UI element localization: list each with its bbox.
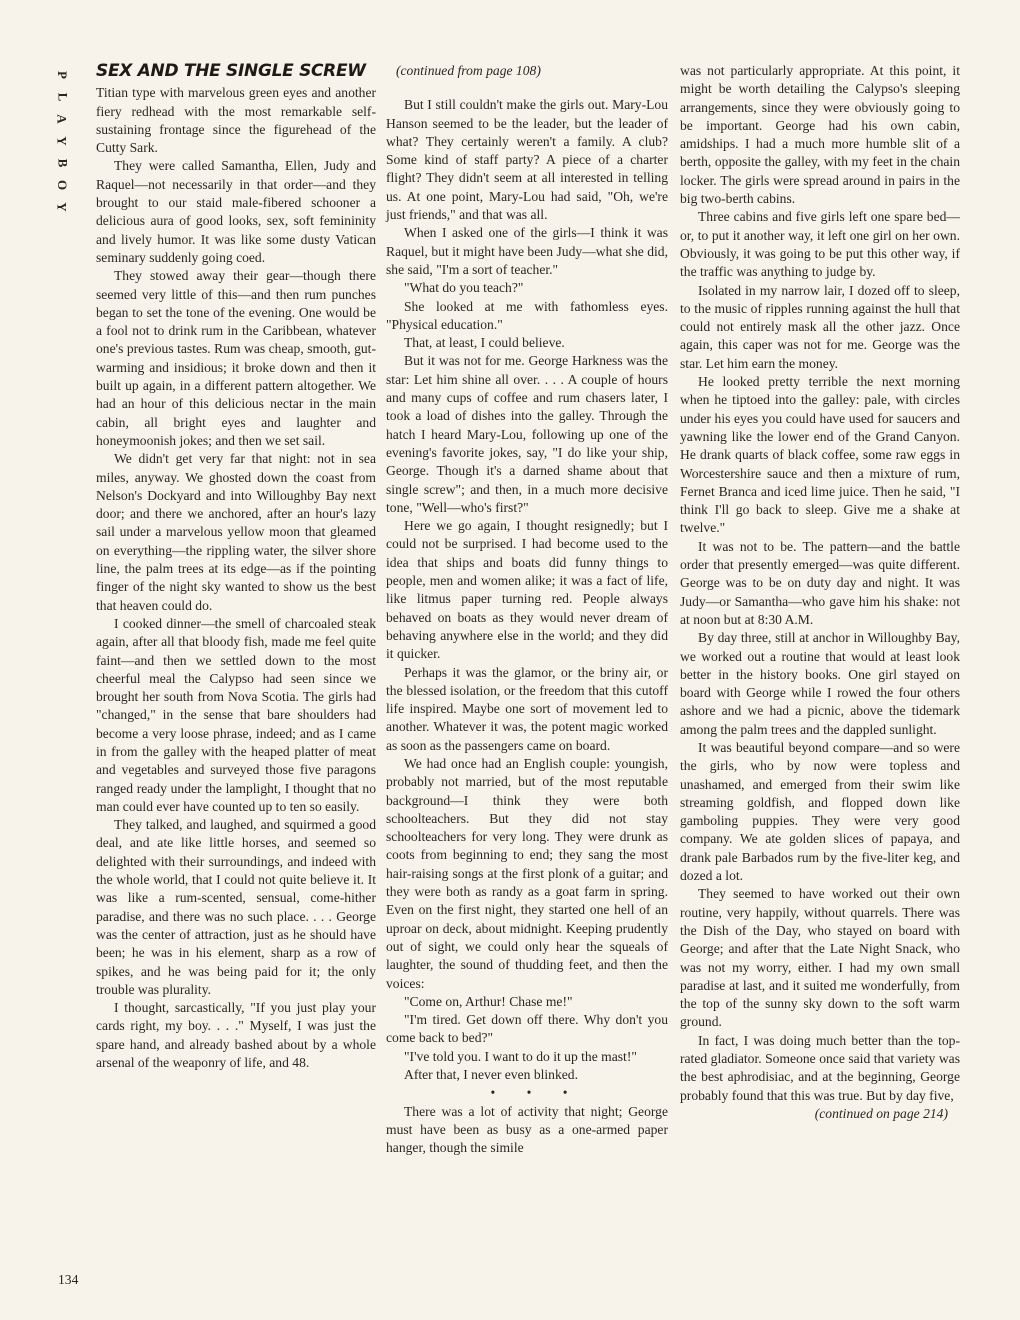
logo-letter: P xyxy=(54,71,70,79)
logo-letter: B xyxy=(54,158,70,168)
paragraph: There was a lot of activity that night; George must have been as busy as a one-armed paper hanger, though the simile xyxy=(386,1103,668,1156)
paragraph: It was beautiful beyond compare—and so were the girls, who by now were topless and unashamed, and emerged from their swim like streaming goldfish, and flopped down like gamboling puppies. They were very good company. We ate golden slices of papaya, and drank pale Barbados rum by the five-liter keg, and dozed a lot. xyxy=(680,739,960,884)
column-3-body xyxy=(680,62,960,1105)
paragraph: She looked at me with fathomless eyes. "Physical education." xyxy=(386,298,668,332)
paragraph: In fact, I was doing much better than the top-rated gladiator. Someone once said that variety was the best aphrodisiac, and at the beginning, George probably found that this was true. But by day five, xyxy=(680,1032,960,1103)
paragraph: We didn't get very far that night: not in sea miles, anyway. We ghosted down the coast from Nelson's Dockyard and into Willoughby Bay next door; and there we anchored, after an hour's lazy sail under a marvelous yellow moon that gleamed on everything—the rippling water, the silver shore line, the palm trees at its edge—as if the pointing finger of the night sky wanted to show us the best that heaven could do. xyxy=(96,451,376,613)
paragraph: When I asked one of the girls—I think it was Raquel, but it might have been Judy—what she did, she said, "I'm a sort of teacher." xyxy=(386,225,668,277)
paragraph: They were called Samantha, Ellen, Judy and Raquel—not necessarily in that order—and they brought to our staid male-fibered schooner a delicious aura of good looks, sex, soft femininity and lively humor. It was like some dusty Vatican seminary suddenly going coed. xyxy=(96,158,376,265)
paragraph: "Come on, Arthur! Chase me!" xyxy=(404,993,573,1009)
paragraph: Isolated in my narrow lair, I dozed off to sleep, to the music of ripples running against the hull that could not entirely mask all the other jazz. Once again, this caper was not for me. George was the star. Let him earn the money. xyxy=(680,282,960,371)
paragraph: I thought, sarcastically, "If you just play your cards right, my boy. . . ." Myself, I was just the spare hand, and already bashed about by a whole arsenal of the weaponry of life, and 48. xyxy=(96,1000,376,1071)
paragraph: "I've told you. I want to do it up the mast!" xyxy=(404,1048,637,1064)
continued-from-note: (continued from page 108) xyxy=(396,63,541,78)
section-break: • • • xyxy=(490,1085,582,1101)
paragraph: They stowed away their gear—though there seemed very little of this—and then rum punches began to set the tone of the evening. One would be a fool not to drink rum in the Caribbean, whatever one's previous tastes. Rum was cheap, smooth, gut-warming and insidious; it broke down and then it built up again, in a different pattern altogether. We had an hour of this delicious nectar in the main cabin, all bright eyes and laughter and honeymoonish jokes; and then we set sail. xyxy=(96,268,376,448)
article-title: SEX AND THE SINGLE SCREW xyxy=(96,61,366,81)
paragraph: But I still couldn't make the girls out. Mary-Lou Hanson seemed to be the leader, but the leader of what? They certainly weren't a family. A club? Some kind of staff party? A piece of a charter flight? They didn't seem at all interested in telling us. At one point, Mary-Lou had said, "Oh, we're just friends," and that was all. xyxy=(386,97,668,223)
column-3 xyxy=(680,62,960,1123)
paragraph: We had once had an English couple: youngish, probably not married, but of the most reputable background—I think they were both schoolteachers. But they did not stay schoolteachers for very long. They were drunk as coots from beginning to end; they sang the most hair-raising songs at the first plonk of a guitar; and they were both as randy as a goat farm in spring. Even on the first night, they started one hell of an uproar on deck, about midnight. Keeping prudently out of sight, we could only hear the squeals of laughter, the sound of thudding feet, and then the voices: xyxy=(386,755,668,991)
logo-letter: A xyxy=(54,114,70,124)
column-2-body xyxy=(386,96,668,1157)
logo-letter: L xyxy=(54,92,70,102)
paragraph: But it was not for me. George Harkness was the star: Let him shine all over. . . . A couple of hours and many cups of coffee and rum chasers later, I took a load of dishes into the galley. Through the hatch I heard Mary-Lou, following up one of the evening's favorite jokes, say, "I do like your ship, George. Though it's a darned shame about that single screw"; and then, in a much more decisive tone, "Well—who's first?" xyxy=(386,353,668,515)
paragraph: Titian type with marvelous green eyes and another fiery redhead with the most remarkable self-sustaining frontage since the figurehead of the Cutty Sark. xyxy=(96,85,376,156)
paragraph: By day three, still at anchor in Willoughby Bay, we worked out a routine that would at least look better in the history books. One girl stayed on board with George while I rowed the four others ashore and we had a picnic, above the tidemark among the palm trees and the dappled sunlight. xyxy=(680,630,960,737)
logo-letter: Y xyxy=(54,136,70,146)
column-1-body xyxy=(96,84,376,1072)
title-row xyxy=(96,62,376,80)
paragraph: They talked, and laughed, and squirmed a good deal, and ate like little horses, and seemed so delighted with their surroundings, and indeed with the whole world, that I could not quite believe it. It was like a rum-scented, sensual, come-hither paradise, and there was no such place. . . . George was the center of attraction, just as he should have been; he was in his element, sharp as a row of spikes, and he was being paid for it; the only trouble was plurality. xyxy=(96,817,376,997)
column-1 xyxy=(96,62,376,1072)
paragraph: They seemed to have worked out their own routine, very happily, without quarrels. There was the Dish of the Day, who stayed on board with George; and after that the Late Night Snack, who was not my worry, either. I had my own small paradise at last, and it suited me wonderfully, from the top of the sunny sky down to the soft warm ground. xyxy=(680,886,960,1030)
paragraph: Perhaps it was the glamor, or the briny air, or the blessed isolation, or the freedom that this cutoff life inspired. Maybe one sort of movement led to another. Whatever it was, the potent magic worked as soon as the passengers came on board. xyxy=(386,664,668,753)
paragraph: was not particularly appropriate. At this point, it might be worth detailing the Calypso's sleeping arrangements, since they were obviously going to be important. George had his own cabin, amidships. I had a much more humble slit of a berth, opposite the galley, with my feet in the chain locker. The girls were spread around in pairs in the big two-berth cabins. xyxy=(680,63,960,207)
paragraph: That, at least, I could believe. xyxy=(404,335,565,351)
paragraph: He looked pretty terrible the next morning when he tiptoed into the galley: pale, with circles under his eyes you could have used for saucers and yawning like the lower end of the Grand Canyon. He drank quarts of black coffee, some raw eggs in Worcestershire sauce and then a mixture of rum, Fernet Branca and iced lime juice. Then he said, "I think I'll go back to sleep. Give me a shake at twelve." xyxy=(680,374,960,536)
page-number: 134 xyxy=(58,1272,79,1287)
logo-letter: Y xyxy=(54,202,70,212)
paragraph: I cooked dinner—the smell of charcoaled steak again, after all that bloody fish, made me feel quite faint—and then we settled down to the most cheerful meal the Calypso had seen since we brought her south from Nova Scotia. The girls had "changed," in the sense that bare shoulders had become a very loose phrase, indeed; and as I came in from the galley with the heaped platter of meat and vegetables and surveyed those five paragons ranged ready under the lamplight, I thought that no man could ever have counted up to ten so easily. xyxy=(96,615,376,814)
magazine-logo-vertical xyxy=(52,64,72,218)
continued-on-note: (continued on page 214) xyxy=(814,1105,948,1121)
paragraph: Here we go again, I thought resignedly; but I could not be surprised. I had become used to the idea that ships and boats did funny things to people, men and women alike; it was a fact of life, like litmus paper turning red. People always behaved on boats as they would never dream of behaving anywhere else in the world; and they did it quicker. xyxy=(386,518,668,662)
paragraph: After that, I never even blinked. xyxy=(404,1067,579,1083)
paragraph: Three cabins and five girls left one spare bed—or, to put it another way, it left one girl on her own. Obviously, it was going to be put this other way, if the traffic was anything to judge by. xyxy=(680,209,960,280)
paragraph: "What do you teach?" xyxy=(404,280,524,296)
paragraph: "I'm tired. Get down off there. Why don't you come back to bed?" xyxy=(386,1012,668,1046)
column-2 xyxy=(386,62,668,1158)
logo-letter: O xyxy=(55,179,70,191)
paragraph: It was not to be. The pattern—and the battle order that presently emerged—was quite different. George was to be on duty day and night. It was Judy—or Samantha—who gave him his shake: not at noon but at 8:30 A.M. xyxy=(680,538,960,627)
